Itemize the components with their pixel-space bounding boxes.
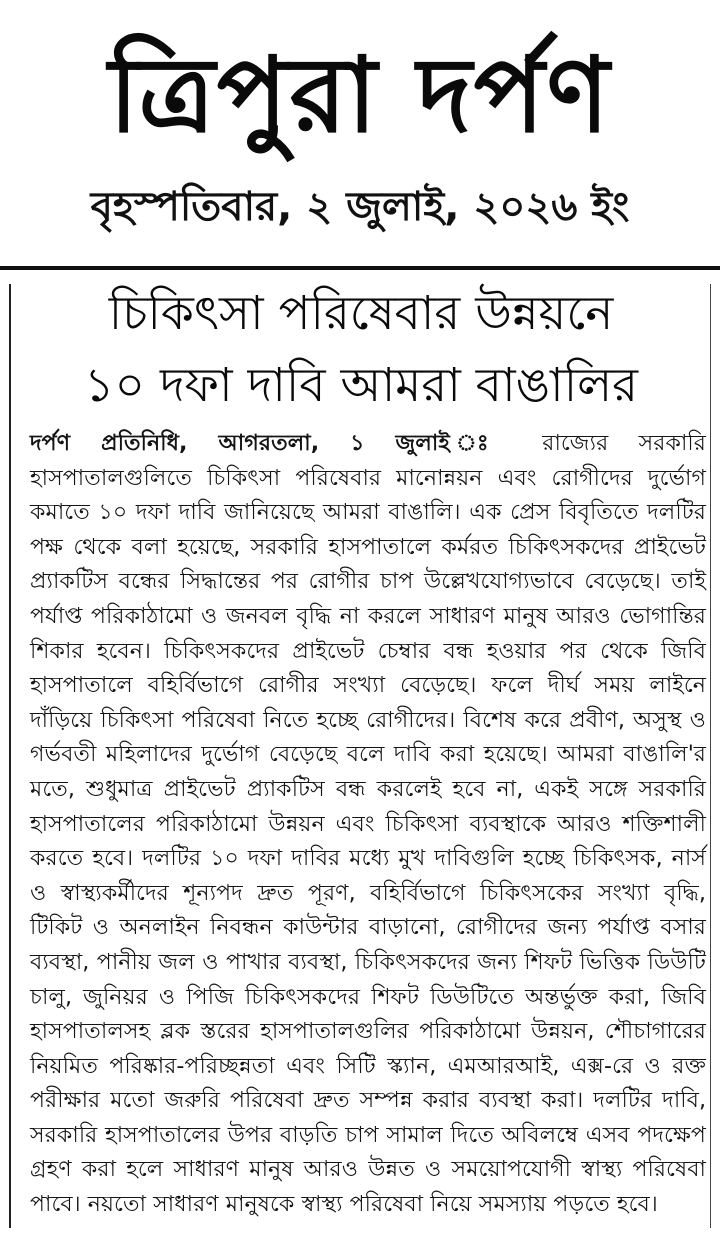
masthead (0, 0, 720, 268)
headline-line-2: ১০ দফা দাবি আমরা বাঙালির (83, 358, 639, 413)
article-body-text: রাজ্যের সরকারি হাসপাতালগুলিতে চিকিৎসা পরিষেবার মানোন্নয়ন এবং রোগীদের দুর্ভোগ কমাতে ১০ দফা দাবি জানিয়েছে আমরা বাঙালি। এক প্রেস বিবৃতিতে দলটির পক্ষ থেকে বলা হয়েছে, সরকারি হাসপাতালে কর্মরত চিকিৎসকদের প্রাইভেট প্র্যাকটিস বন্ধের সিদ্ধান্তের পর রোগীর চাপ উল্লেখযোগ্যভাবে বেড়েছে। তাই পর্যাপ্ত পরিকাঠামো ও জনবল বৃদ্ধি না করলে সাধারণ মানুষ আরও ভোগান্তির শিকার হবেন। চিকিৎসকদের প্রাইভেট চেম্বার বন্ধ হওয়ার পর থেকে জিবি হাসপাতালে বহির্বিভাগে রোগীর সংখ্যা বেড়েছে। ফলে দীর্ঘ সময় লাইনে দাঁড়িয়ে চিকিৎসা পরিষেবা নিতে হচ্ছে রোগীদের। বিশেষ করে প্রবীণ, অসুস্থ ও গর্ভবতী মহিলাদের দুর্ভোগ বেড়েছে বলে দাবি করা হয়েছে। আমরা বাঙালি'র মতে, শুধুমাত্র প্রাইভেট প্র্যাকটিস বন্ধ করলেই হবে না, একই সঙ্গে সরকারি হাসপাতালের পরিকাঠামো উন্নয়ন এবং চিকিৎসা ব্যবস্থাকে আরও শক্তিশালী করতে হবে। দলটির ১০ দফা দাবির মধ্যে মুখ দাবিগুলি হচ্ছে চিকিৎসক, নার্স ও স্বাস্থ্যকর্মীদের শূন্যপদ দ্রুত পূরণ, বহির্বিভাগে চিকিৎসকের সংখ্যা বৃদ্ধি, টিকিট ও অনলাইন নিবন্ধন কাউন্টার বাড়ানো, রোগীদের জন্য পর্যাপ্ত বসার ব্যবস্থা, পানীয় জল ও পাখার ব্যবস্থা, চিকিৎসকদের জন্য শিফট ভিত্তিক ডিউটি চালু, জুনিয়র ও পিজি চিকিৎসকদের শিফট ডিউটিতে অন্তর্ভুক্ত করা, জিবি হাসপাতালসহ ব্লক স্তরের হাসপাতালগুলির পরিকাঠামো উন্নয়ন, শৌচাগারের নিয়মিত পরিষ্কার-পরিচ্ছন্নতা এবং সিটি স্ক্যান, এমআরআই, এক্স-রে ও রক্ত পরীক্ষার মতো জরুরি পরিষেবা দ্রুত সম্পন্ন করার ব্যবস্থা করা। দলটির দাবি, সরকারি হাসপাতালের উপর বাড়তি চাপ সামাল দিতে অবিলম্বে এসব পদক্ষেপ গ্রহণ করা হলে সাধারণ মানুষ আরও উন্নত ও সময়োপযোগী স্বাস্থ্য পরিষেবা পাবে। নয়তো সাধারণ মানুষকে স্বাস্থ্য পরিষেবা নিয়ে সমস্যায় পড়তে হবে। (30, 430, 706, 1218)
left-column-rule (9, 284, 11, 1228)
headline-line-1: চিকিৎসা পরিষেবার উন্নয়নে (108, 286, 614, 341)
right-column-rule (710, 284, 711, 1228)
issue-date: বৃহস্পতিবার, ২ জুলাই, ২০২৬ ইং (90, 184, 630, 230)
article-dateline: দর্পণ প্রতিনিধি, আগরতলা, ১ জুলাই ঃ (30, 430, 512, 456)
article-headline (18, 278, 704, 422)
article-body (30, 426, 706, 1222)
masthead-divider (0, 266, 720, 270)
newspaper-name: ত্রিপুরা দর্পণ (108, 34, 612, 156)
